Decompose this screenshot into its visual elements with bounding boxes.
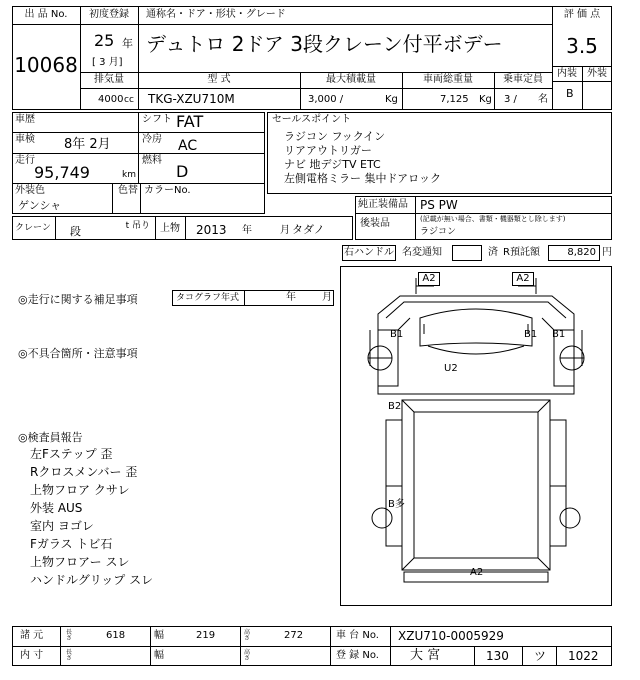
first-reg-label: 初度登録: [89, 9, 129, 20]
capacity-unit: 名: [538, 94, 548, 105]
model-name: デュトロ 2ドア 3段クレーン付平ボデー: [146, 32, 503, 56]
gross-unit: Kg: [479, 94, 492, 105]
rear-left-wheel: [372, 508, 392, 528]
gross-label: 車両総重量: [423, 74, 473, 85]
damage-mark: A2: [422, 273, 436, 284]
truck-diagram: [340, 266, 612, 606]
history-label: 車歴: [15, 114, 35, 125]
max-load-unit: Kg: [385, 94, 398, 105]
color-change-label: 色替: [118, 185, 138, 196]
rhd-label: 右ハンドル: [344, 247, 394, 258]
inner-length-label: 長さ: [66, 649, 73, 663]
sales-point-2: リアアウトリガー: [284, 144, 372, 157]
name-change-box: [452, 245, 482, 261]
reg-kana: ツ: [534, 649, 547, 663]
width-value: 219: [196, 630, 216, 641]
chassis-value: XZU710-0005929: [398, 629, 504, 643]
damage-mark: A2: [516, 273, 530, 284]
ext-color-label: 外装色: [15, 185, 45, 196]
sales-point-4: 左側電格ミラー 集中ドアロック: [284, 172, 441, 185]
first-reg-year-unit: 年: [122, 37, 133, 50]
up-label: 上物: [160, 223, 180, 234]
cab-outline: [378, 296, 574, 394]
damage-mark: B1: [552, 329, 566, 340]
inspector-item: 左Fステップ 歪: [30, 447, 113, 461]
inspector-item: Rクロスメンバー 歪: [30, 465, 138, 479]
type-label: 型 式: [207, 74, 231, 85]
inspection-label: 車検: [15, 134, 35, 145]
name-change-label: 名変通知: [402, 247, 442, 258]
max-load-label: 最大積載量: [326, 74, 376, 85]
recycle-deposit-label: R預託額: [503, 247, 540, 258]
mileage-value: 95,749: [34, 163, 90, 182]
up-maker: タダノ: [292, 223, 325, 236]
ext-color-value: ゲンシャ: [18, 199, 62, 212]
ac-label: 冷房: [142, 134, 162, 145]
lot-number: 10068: [14, 53, 78, 77]
length-label: 長さ: [66, 629, 73, 643]
bed-outline: [402, 400, 550, 570]
displacement-unit: cc: [124, 95, 134, 105]
genuine-label: 純正装備品: [358, 199, 408, 210]
inner-width-label: 幅: [154, 650, 164, 661]
capacity-label: 乗車定員: [503, 74, 543, 85]
interior-value: B: [566, 87, 574, 100]
recycle-value: 8,820: [567, 247, 596, 258]
dims-label: 諸 元: [20, 630, 44, 641]
sales-point-1: ラジコン フックイン: [284, 130, 386, 143]
inspection-value: 8年 2月: [64, 137, 111, 152]
inspector-title: ◎検査員報告: [18, 431, 83, 444]
inspector-item: 上物フロアー スレ: [30, 555, 130, 569]
ac-value: AC: [178, 138, 198, 154]
recycle-unit: 円: [602, 247, 612, 258]
sales-point-3: ナビ 地デジTV ETC: [284, 158, 381, 171]
type-value: TKG-XZU710M: [148, 92, 235, 106]
gross-value: 7,125: [440, 94, 469, 105]
damage-mark: B1: [390, 329, 404, 340]
tacho-year-unit: 年: [286, 292, 296, 303]
inner-height-label: 高さ: [244, 649, 251, 663]
length-value: 618: [106, 630, 126, 641]
chassis-label: 車 台 No.: [336, 630, 379, 641]
inner-dims-label: 内 寸: [20, 650, 44, 661]
crane-label: クレーン: [15, 223, 51, 233]
displacement-value: 4000: [98, 94, 124, 105]
color-no-label: カラーNo.: [144, 185, 191, 196]
up-year-unit: 年: [242, 225, 252, 236]
damage-mark: A2: [470, 567, 484, 578]
shift-label: シフト: [142, 114, 172, 125]
reg-number: 1022: [568, 649, 599, 663]
mileage-label: 走行: [15, 155, 35, 166]
first-reg-year: 25: [94, 31, 115, 50]
damage-mark: B2: [388, 401, 402, 412]
capacity-value: 3 /: [504, 94, 517, 105]
sales-points-label: セールスポイント: [272, 114, 352, 125]
height-label: 高さ: [244, 629, 251, 643]
rear-right-wheel: [560, 508, 580, 528]
first-reg-month: [ 3 月]: [92, 57, 123, 68]
aftermarket-label: 後装品: [360, 218, 390, 229]
max-load-value: 3,000 /: [308, 94, 344, 105]
name-label: 通称名・ドア・形状・グレード: [146, 9, 286, 20]
aftermarket-note: (記載が無い場合、書類・機器類とし除します): [420, 215, 566, 223]
up-month-unit: 月: [280, 225, 290, 236]
damage-mark: U2: [444, 363, 458, 374]
interior-label: 内装: [557, 68, 577, 79]
genuine-value: PS PW: [420, 198, 458, 212]
windshield: [420, 309, 532, 346]
inspector-item: 外装 AUS: [30, 501, 83, 515]
crane-lift: t 吊り: [125, 221, 150, 231]
exterior-label: 外装: [587, 68, 607, 79]
displacement-label: 排気量: [94, 74, 124, 85]
inspector-item: Fガラス トビ石: [30, 537, 113, 551]
damage-mark: B1: [524, 329, 538, 340]
height-value: 272: [284, 630, 304, 641]
reg-area: 大 宮: [410, 648, 441, 663]
aftermarket-value: ラジコン: [420, 227, 457, 237]
recycle-label: 済: [488, 247, 498, 258]
rating-label: 評 価 点: [563, 9, 601, 20]
shift-value: FAT: [176, 112, 204, 131]
fuel-label: 燃料: [142, 155, 162, 166]
fuel-value: D: [176, 162, 189, 181]
inspector-item: 室内 ヨゴレ: [30, 519, 94, 533]
reg-class: 130: [486, 649, 509, 663]
up-year: 2013: [196, 223, 227, 237]
crane-stage: 段: [70, 225, 81, 238]
width-label: 幅: [154, 630, 164, 641]
tacho-label: タコグラフ年式: [176, 293, 240, 303]
rating-value: 3.5: [566, 34, 598, 58]
damage-mark: B多: [388, 499, 405, 510]
driving-notes-title: ◎走行に関する補足事項: [18, 293, 138, 306]
inspector-item: 上物フロア クサレ: [30, 483, 130, 497]
inspector-item: ハンドルグリップ スレ: [30, 573, 154, 587]
defect-notes-title: ◎不具合箇所・注意事項: [18, 347, 138, 360]
lot-label: 出 品 No.: [24, 9, 68, 20]
reg-label: 登 録 No.: [336, 650, 379, 661]
mileage-unit: km: [122, 170, 136, 180]
tacho-month-unit: 月: [322, 292, 332, 303]
